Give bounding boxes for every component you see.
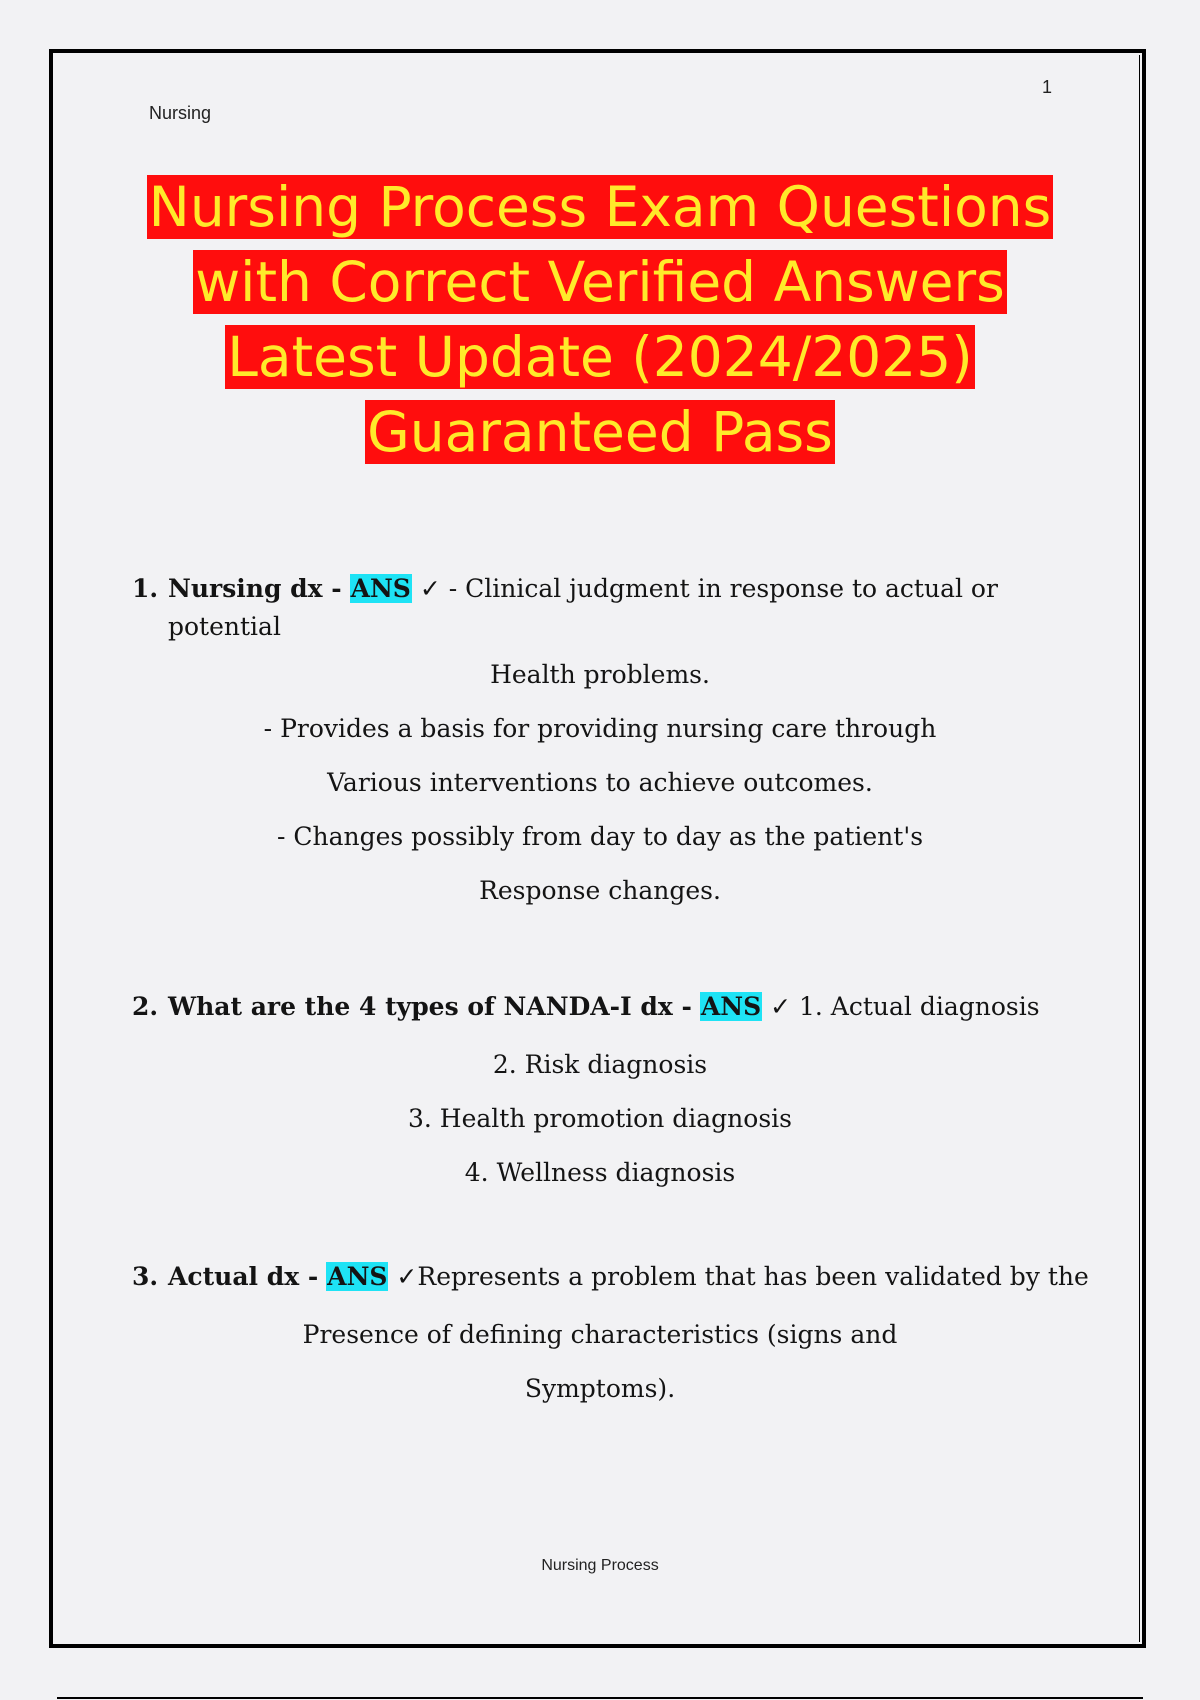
question-number: 3. <box>132 1262 159 1291</box>
answer-line: - Provides a basis for providing nursing care through <box>263 714 937 743</box>
answer-first-line: ✓ - Clinical judgment in response to actual or potential <box>168 574 998 641</box>
title-line: Guaranteed Pass <box>367 400 833 464</box>
question-label: Nursing dx - <box>168 574 342 603</box>
question-heading <box>132 988 1100 1026</box>
title-line: with Correct Verified Answers <box>195 250 1005 314</box>
answer-marker: ANS <box>700 992 762 1021</box>
title-line: Nursing Process Exam Questions <box>148 175 1052 239</box>
answer-line: - Changes possibly from day to day as the patient's <box>276 822 924 851</box>
page-divider <box>57 1697 1143 1699</box>
answer-line: Symptoms). <box>524 1374 676 1403</box>
running-header: Nursing <box>149 103 212 123</box>
question-number: 2. <box>132 992 159 1021</box>
document-title <box>0 170 1200 470</box>
question-item <box>0 570 1200 918</box>
question-number: 1. <box>132 574 159 603</box>
answer-line: Response changes. <box>479 876 721 905</box>
answer-line: Various interventions to achieve outcomes. <box>327 768 873 797</box>
question-heading <box>132 1258 1100 1296</box>
title-line: Latest Update (2024/2025) <box>227 325 973 389</box>
answer-line: Health problems. <box>490 660 710 689</box>
question-label: Actual dx - <box>168 1262 319 1291</box>
answer-line: 2. Risk diagnosis <box>492 1050 708 1079</box>
question-item <box>0 1258 1200 1416</box>
answer-marker: ANS <box>327 1262 388 1291</box>
question-item <box>0 988 1200 1200</box>
running-footer: Nursing Process <box>541 1557 659 1574</box>
answer-line: 3. Health promotion diagnosis <box>407 1104 792 1133</box>
question-label: What are the 4 types of NANDA-I dx - <box>168 992 692 1021</box>
answer-first-line: ✓ 1. Actual diagnosis <box>762 992 1040 1021</box>
page-number: 1 <box>1041 77 1052 97</box>
answer-line: Presence of defining characteristics (signs and <box>302 1320 898 1349</box>
question-heading <box>132 570 1100 646</box>
answer-line: 4. Wellness diagnosis <box>464 1158 736 1187</box>
answer-marker: ANS <box>350 574 411 603</box>
answer-first-line: ✓Represents a problem that has been validated by the <box>388 1262 1089 1291</box>
